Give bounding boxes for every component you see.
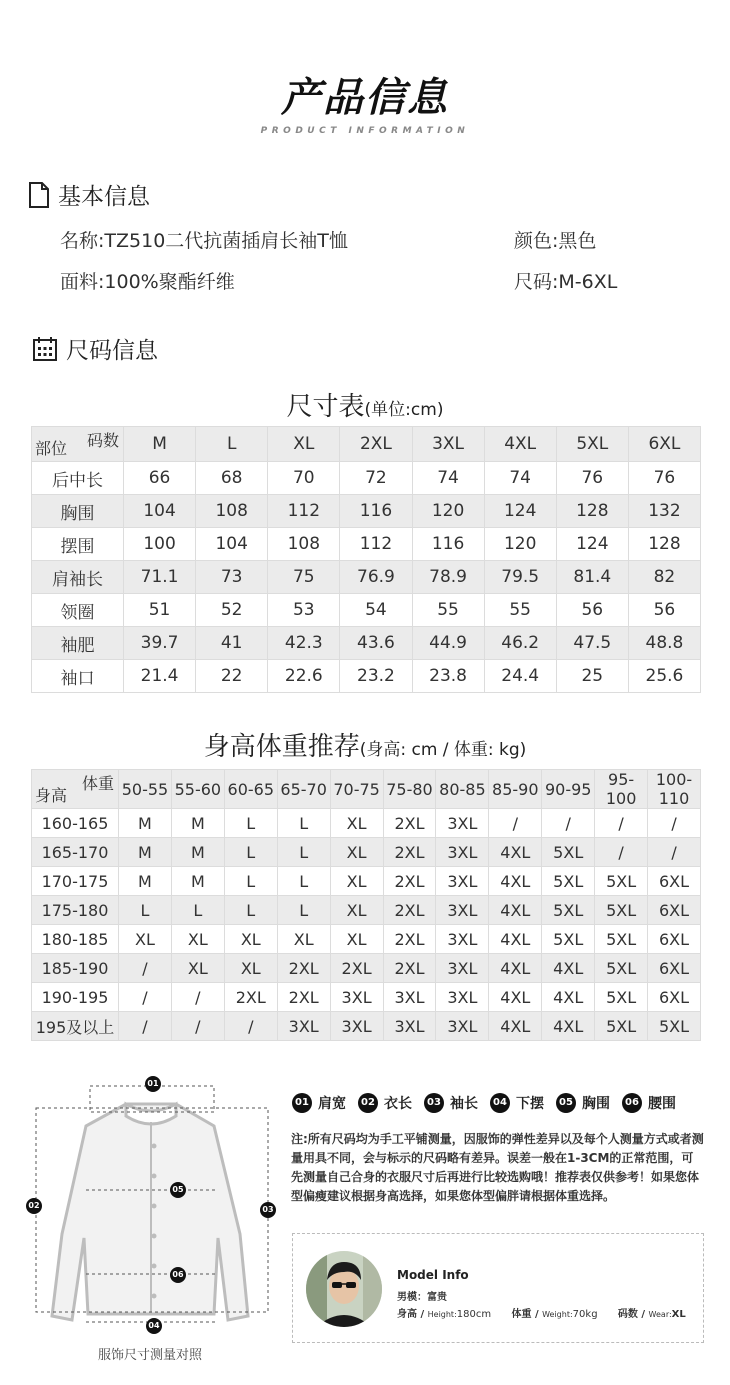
measurement-note: 注:所有尺码均为手工平铺测量，因服饰的弹性差异以及每个人测量方式或者测量用具不同，会与标示的尺码略有差异。误差一般在1-3CM的正常范围，可先测量自己合身的衣服尺寸后再进行比较选购哦！推荐表仅供参考！如果您体型偏瘦建议根据身高选择，如果您体型偏胖请根据体重选择。 <box>291 1132 704 1203</box>
product-fabric: 面料:100%聚酯纤维 <box>60 271 235 293</box>
table-cell: 55 <box>484 594 556 627</box>
table-cell: 5XL <box>595 1012 648 1041</box>
size-info-heading <box>32 332 158 365</box>
table-cell: 56 <box>556 594 628 627</box>
table-corner-cell <box>32 770 119 809</box>
table-cell: 4XL <box>489 954 542 983</box>
legend-label: 胸围 <box>582 1096 610 1112</box>
legend-item <box>556 1093 610 1113</box>
table-cell: 6XL <box>648 983 701 1012</box>
table-row <box>32 627 701 660</box>
legend-item <box>358 1093 412 1113</box>
legend-num: 06 <box>622 1093 642 1113</box>
table-cell: 2XL <box>383 896 436 925</box>
table-cell: 124 <box>556 528 628 561</box>
legend-item <box>292 1093 346 1113</box>
table-cell: XL <box>224 954 277 983</box>
size-info-label: 尺码信息 <box>66 338 158 364</box>
table-cell: 2XL <box>383 867 436 896</box>
page-title: 产品信息 <box>281 75 449 121</box>
table-cell: 132 <box>628 495 700 528</box>
table-header-row <box>32 427 701 462</box>
model-stats <box>397 1305 686 1320</box>
table-cell: 54 <box>340 594 412 627</box>
table-cell: 120 <box>484 528 556 561</box>
table-cell: 3XL <box>436 809 489 838</box>
table-cell: / <box>119 1012 172 1041</box>
table-cell: 6XL <box>648 896 701 925</box>
table-cell: 79.5 <box>484 561 556 594</box>
table-cell: 6XL <box>648 954 701 983</box>
table-row <box>32 809 701 838</box>
table-cell: 3XL <box>383 1012 436 1041</box>
table-cell: 128 <box>556 495 628 528</box>
legend-num: 02 <box>358 1093 378 1113</box>
table-cell: 73 <box>196 561 268 594</box>
row-label: 摆围 <box>32 528 124 561</box>
table-cell: 76.9 <box>340 561 412 594</box>
table-cell: 3XL <box>436 896 489 925</box>
table-cell: 23.8 <box>412 660 484 693</box>
table-cell: 2XL <box>277 983 330 1012</box>
row-label: 160-165 <box>32 809 119 838</box>
table-cell: 39.7 <box>124 627 196 660</box>
table-cell: 3XL <box>436 1012 489 1041</box>
table-cell: 120 <box>412 495 484 528</box>
table-cell: XL <box>330 809 383 838</box>
legend-num: 03 <box>424 1093 444 1113</box>
table-cell: 6XL <box>648 867 701 896</box>
diagram-marker-05: 05 <box>170 1182 186 1198</box>
table-row <box>32 867 701 896</box>
table-cell: 47.5 <box>556 627 628 660</box>
table-cell: L <box>277 809 330 838</box>
table-cell: 116 <box>412 528 484 561</box>
table-cell: 124 <box>484 495 556 528</box>
table-cell: 41 <box>196 627 268 660</box>
rec-table-title <box>0 726 730 763</box>
table-cell: 4XL <box>542 983 595 1012</box>
table-cell: 81.4 <box>556 561 628 594</box>
table-cell: 5XL <box>648 1012 701 1041</box>
model-avatar <box>305 1250 383 1328</box>
table-cell: L <box>224 838 277 867</box>
table-cell: 128 <box>628 528 700 561</box>
table-cell: M <box>171 809 224 838</box>
model-height-label: 身高 / <box>397 1309 428 1320</box>
column-header: 100-110 <box>648 770 701 809</box>
table-cell: 4XL <box>489 896 542 925</box>
table-row <box>32 594 701 627</box>
table-cell: 48.8 <box>628 627 700 660</box>
table-row <box>32 983 701 1012</box>
table-cell: 52 <box>196 594 268 627</box>
corner-top-label: 码数 <box>86 431 119 450</box>
table-cell: 116 <box>340 495 412 528</box>
table-cell: 76 <box>628 462 700 495</box>
table-cell: 4XL <box>489 838 542 867</box>
table-cell: 46.2 <box>484 627 556 660</box>
table-cell: 3XL <box>436 838 489 867</box>
column-header: 60-65 <box>224 770 277 809</box>
row-label: 165-170 <box>32 838 119 867</box>
table-cell: XL <box>330 838 383 867</box>
column-header: 6XL <box>628 427 700 462</box>
table-cell: 2XL <box>383 925 436 954</box>
table-cell: 55 <box>412 594 484 627</box>
table-cell: 53 <box>268 594 340 627</box>
legend-num: 01 <box>292 1093 312 1113</box>
table-row <box>32 896 701 925</box>
model-wear-en: Wear: <box>648 1310 672 1319</box>
table-cell: 104 <box>196 528 268 561</box>
table-cell: 2XL <box>383 809 436 838</box>
table-cell: 44.9 <box>412 627 484 660</box>
table-cell: 5XL <box>542 896 595 925</box>
table-cell: 108 <box>196 495 268 528</box>
column-header: L <box>196 427 268 462</box>
table-cell: 4XL <box>489 1012 542 1041</box>
table-cell: / <box>595 809 648 838</box>
diagram-marker-06: 06 <box>170 1267 186 1283</box>
table-cell: L <box>277 896 330 925</box>
column-header: 65-70 <box>277 770 330 809</box>
legend-label: 衣长 <box>384 1096 412 1112</box>
table-cell: 4XL <box>489 867 542 896</box>
table-cell: 68 <box>196 462 268 495</box>
table-cell: / <box>648 838 701 867</box>
model-name: 男模：富贵 <box>397 1292 447 1303</box>
table-cell: 74 <box>484 462 556 495</box>
legend-item <box>424 1093 478 1113</box>
table-cell: 42.3 <box>268 627 340 660</box>
row-label: 185-190 <box>32 954 119 983</box>
row-label: 195及以上 <box>32 1012 119 1041</box>
table-cell: M <box>119 809 172 838</box>
diagram-caption: 服饰尺寸测量对照 <box>97 1348 202 1363</box>
column-header: 90-95 <box>542 770 595 809</box>
column-header: 55-60 <box>171 770 224 809</box>
document-icon <box>28 182 50 208</box>
row-label: 袖肥 <box>32 627 124 660</box>
table-row <box>32 660 701 693</box>
table-cell: L <box>171 896 224 925</box>
row-label: 180-185 <box>32 925 119 954</box>
table-cell: / <box>119 954 172 983</box>
table-cell: 25.6 <box>628 660 700 693</box>
table-cell: M <box>171 838 224 867</box>
table-cell: XL <box>119 925 172 954</box>
table-cell: 5XL <box>595 896 648 925</box>
legend-item <box>622 1093 676 1113</box>
table-cell: 74 <box>412 462 484 495</box>
table-header-row <box>32 770 701 809</box>
table-corner-cell <box>32 427 124 462</box>
table-cell: 3XL <box>436 954 489 983</box>
table-cell: 22.6 <box>268 660 340 693</box>
table-cell: / <box>648 809 701 838</box>
table-cell: L <box>119 896 172 925</box>
table-row <box>32 561 701 594</box>
table-cell: 3XL <box>277 1012 330 1041</box>
model-weight: 70kg <box>572 1309 598 1320</box>
table-cell: XL <box>330 896 383 925</box>
table-cell: 3XL <box>383 983 436 1012</box>
table-cell: / <box>119 983 172 1012</box>
size-table-title <box>0 386 730 423</box>
table-cell: L <box>224 867 277 896</box>
product-size-range: 尺码:M-6XL <box>514 271 618 293</box>
table-cell: 3XL <box>330 983 383 1012</box>
corner-top-label: 体重 <box>81 774 114 793</box>
table-cell: 5XL <box>595 867 648 896</box>
legend-num: 04 <box>490 1093 510 1113</box>
table-cell: 72 <box>340 462 412 495</box>
measurement-legend <box>292 1093 676 1113</box>
corner-bottom-label: 部位 <box>35 439 68 458</box>
row-label: 领圈 <box>32 594 124 627</box>
table-cell: L <box>224 896 277 925</box>
row-label: 胸围 <box>32 495 124 528</box>
table-cell: / <box>224 1012 277 1041</box>
legend-label: 下摆 <box>516 1096 544 1112</box>
row-label: 175-180 <box>32 896 119 925</box>
column-header: 70-75 <box>330 770 383 809</box>
table-row <box>32 528 701 561</box>
table-cell: 25 <box>556 660 628 693</box>
table-cell: 82 <box>628 561 700 594</box>
table-cell: 4XL <box>542 954 595 983</box>
table-row <box>32 838 701 867</box>
table-cell: / <box>542 809 595 838</box>
column-header: 75-80 <box>383 770 436 809</box>
table-cell: 4XL <box>489 925 542 954</box>
model-weight-label: 体重 / <box>511 1309 543 1320</box>
table-cell: 3XL <box>436 925 489 954</box>
table-cell: XL <box>171 954 224 983</box>
table-cell: 112 <box>340 528 412 561</box>
table-cell: / <box>595 838 648 867</box>
rec-table-title-text: 身高体重推荐 <box>203 732 360 762</box>
table-cell: 23.2 <box>340 660 412 693</box>
table-cell: / <box>489 809 542 838</box>
model-weight-en: Weight: <box>542 1310 573 1319</box>
legend-label: 袖长 <box>450 1096 478 1112</box>
column-header: 4XL <box>484 427 556 462</box>
column-header: 5XL <box>556 427 628 462</box>
table-cell: 5XL <box>542 925 595 954</box>
table-cell: 2XL <box>383 838 436 867</box>
table-cell: 5XL <box>595 983 648 1012</box>
model-height: 180cm <box>456 1309 492 1320</box>
table-cell: 2XL <box>224 983 277 1012</box>
column-header: 50-55 <box>119 770 172 809</box>
product-name: 名称:TZ510二代抗菌插肩长袖T恤 <box>60 230 348 252</box>
product-color: 颜色:黑色 <box>514 230 597 252</box>
table-cell: XL <box>330 925 383 954</box>
table-cell: 4XL <box>542 1012 595 1041</box>
table-cell: 5XL <box>595 925 648 954</box>
row-label: 170-175 <box>32 867 119 896</box>
basic-info-label: 基本信息 <box>58 184 150 210</box>
table-row <box>32 1012 701 1041</box>
table-row <box>32 462 701 495</box>
table-cell: 76 <box>556 462 628 495</box>
shirt-diagram <box>26 1076 276 1336</box>
table-cell: 5XL <box>542 838 595 867</box>
size-table-unit: (单位:cm) <box>364 400 444 420</box>
table-cell: 66 <box>124 462 196 495</box>
table-cell: 4XL <box>489 983 542 1012</box>
table-cell: 56 <box>628 594 700 627</box>
corner-bottom-label: 身高 <box>35 786 68 805</box>
column-header: 2XL <box>340 427 412 462</box>
legend-item <box>490 1093 544 1113</box>
table-cell: 43.6 <box>340 627 412 660</box>
row-label: 袖口 <box>32 660 124 693</box>
column-header: M <box>124 427 196 462</box>
table-row <box>32 954 701 983</box>
column-header: XL <box>268 427 340 462</box>
table-cell: 2XL <box>383 954 436 983</box>
table-cell: 3XL <box>330 1012 383 1041</box>
table-cell: 104 <box>124 495 196 528</box>
table-cell: 3XL <box>436 983 489 1012</box>
row-label: 后中长 <box>32 462 124 495</box>
table-cell: L <box>277 838 330 867</box>
table-cell: 112 <box>268 495 340 528</box>
table-cell: M <box>119 838 172 867</box>
diagram-marker-02: 02 <box>26 1198 42 1214</box>
table-cell: XL <box>330 867 383 896</box>
size-table <box>31 426 701 693</box>
table-cell: M <box>171 867 224 896</box>
table-cell: 51 <box>124 594 196 627</box>
rec-table <box>31 769 701 1041</box>
legend-label: 腰围 <box>648 1096 676 1112</box>
legend-num: 05 <box>556 1093 576 1113</box>
row-label: 肩袖长 <box>32 561 124 594</box>
table-cell: 24.4 <box>484 660 556 693</box>
basic-info-heading <box>28 178 150 211</box>
table-cell: 5XL <box>595 954 648 983</box>
model-wear-label: 码数 / <box>617 1309 649 1320</box>
table-row <box>32 925 701 954</box>
column-header: 85-90 <box>489 770 542 809</box>
table-cell: XL <box>277 925 330 954</box>
diagram-marker-04: 04 <box>146 1318 162 1334</box>
table-cell: 78.9 <box>412 561 484 594</box>
table-cell: 21.4 <box>124 660 196 693</box>
model-info-card <box>292 1233 704 1343</box>
diagram-marker-03: 03 <box>260 1202 276 1218</box>
calendar-icon <box>32 336 58 362</box>
column-header: 80-85 <box>436 770 489 809</box>
table-row <box>32 495 701 528</box>
model-info-title: Model Info <box>397 1268 469 1282</box>
table-cell: 22 <box>196 660 268 693</box>
table-cell: L <box>277 867 330 896</box>
table-cell: XL <box>171 925 224 954</box>
rec-table-unit: (身高: cm / 体重: kg) <box>359 740 527 760</box>
table-cell: / <box>171 1012 224 1041</box>
column-header: 3XL <box>412 427 484 462</box>
table-cell: 71.1 <box>124 561 196 594</box>
table-cell: 75 <box>268 561 340 594</box>
model-height-en: Height: <box>427 1310 457 1319</box>
table-cell: 3XL <box>436 867 489 896</box>
row-label: 190-195 <box>32 983 119 1012</box>
legend-label: 肩宽 <box>318 1096 346 1112</box>
table-cell: 100 <box>124 528 196 561</box>
model-wear: XL <box>671 1309 686 1320</box>
table-cell: 108 <box>268 528 340 561</box>
table-cell: 6XL <box>648 925 701 954</box>
table-cell: 70 <box>268 462 340 495</box>
table-cell: XL <box>224 925 277 954</box>
page-subtitle: PRODUCT INFORMATION <box>260 126 470 136</box>
table-cell: L <box>224 809 277 838</box>
table-cell: 5XL <box>542 867 595 896</box>
table-cell: 2XL <box>277 954 330 983</box>
column-header: 95-100 <box>595 770 648 809</box>
diagram-marker-01: 01 <box>145 1076 161 1092</box>
table-cell: 2XL <box>330 954 383 983</box>
size-table-title-text: 尺寸表 <box>286 392 365 422</box>
table-cell: M <box>119 867 172 896</box>
table-cell: / <box>171 983 224 1012</box>
